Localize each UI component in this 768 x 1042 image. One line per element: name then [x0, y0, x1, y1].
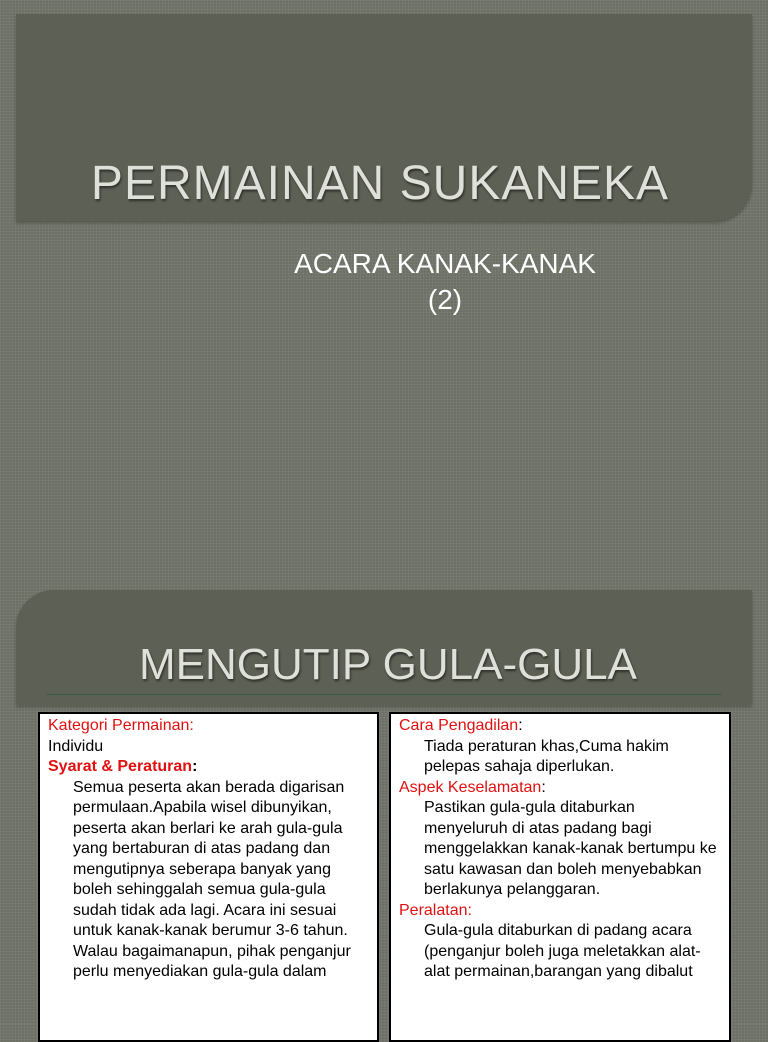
left-content-box [38, 712, 379, 1042]
keselamatan-text: Pastikan gula-gula ditaburkan menyeluruh di atas padang bagi menggelakkan kanak-kanak bertumpu ke satu kawasan dan boleh menyebabkan berlakunya pelanggaran. [424, 799, 717, 898]
title-divider [46, 694, 722, 695]
keselamatan-colon: : [541, 778, 546, 796]
subtitle-line-2: (2) [427, 284, 463, 315]
kategori-label: Kategori Permainan: [48, 717, 194, 734]
kategori-value: Individu [48, 737, 104, 755]
slide-title: PERMAINAN SUKANEKA [90, 157, 670, 210]
slide-subtitle [230, 246, 660, 318]
pengadilan-label: Cara Pengadilan [399, 717, 519, 734]
syarat-text: Semua peserta akan berada digarisan permulaan.Apabila wisel dibunyikan, peserta akan berlari ke arah gula-gula yang bertaburan di atas padang dan mengutipnya seberapa banyak yang boleh sehinggalah semua gula-gula sudah tidak ada lagi. Acara ini sesuai untuk kanak-kanak berumur 3-6 tahun. Walau bagaimanapun, pihak penganjur perlu menyediakan gula-gula dalam [73, 778, 351, 980]
subtitle-line-1: ACARA KANAK-KANAK [294, 248, 596, 279]
pengadilan-colon: : [518, 717, 523, 734]
syarat-label: Syarat & Peraturan [48, 758, 193, 775]
peralatan-label: Peralatan: [399, 901, 472, 919]
keselamatan-label: Aspek Keselamatan [399, 778, 542, 796]
syarat-colon: : [192, 758, 198, 775]
slide-title: MENGUTIP GULA-GULA [139, 640, 637, 689]
peralatan-text: Gula-gula ditaburkan di padang acara (penganjur boleh juga meletakkan alat-alat permainan,barangan yang dibalut [424, 922, 701, 980]
keselamatan-heading [399, 778, 721, 799]
pengadilan-text: Tiada peraturan khas,Cuma hakim pelepas sahaja diperlukan. [424, 737, 669, 775]
slide-game-details [0, 588, 768, 1024]
syarat-heading [48, 757, 369, 778]
right-content-box [389, 712, 731, 1042]
pengadilan-heading [399, 716, 721, 737]
